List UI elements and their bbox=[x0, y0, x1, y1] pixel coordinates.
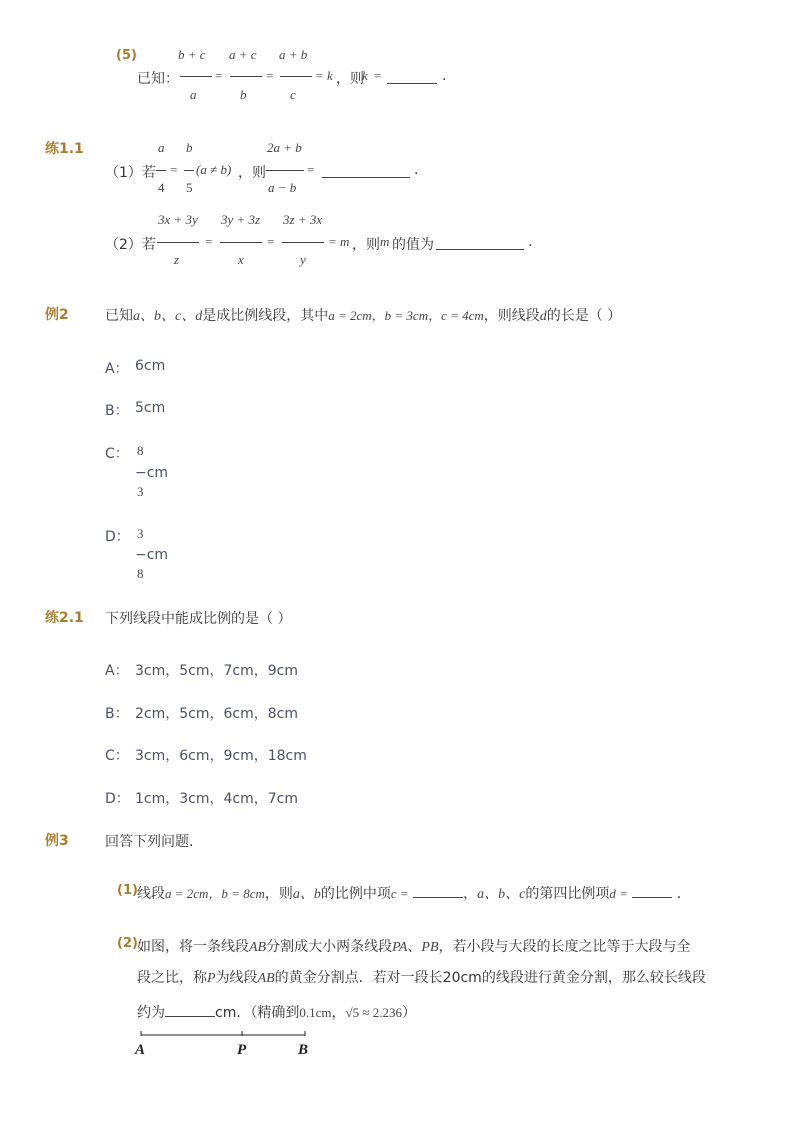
text: 约为 bbox=[137, 1005, 165, 1021]
fraction-numerator: 3 bbox=[137, 526, 144, 541]
fraction-bar bbox=[157, 242, 199, 243]
precision: 0.1cm bbox=[299, 1005, 332, 1020]
point-label-b: B bbox=[298, 1042, 309, 1058]
condition: (a ≠ b) bbox=[196, 162, 232, 177]
unit-text: cm bbox=[146, 465, 169, 481]
option-label: A： bbox=[105, 663, 129, 679]
point-label-p: P bbox=[237, 1042, 247, 1058]
option-text: 1cm，3cm，4cm，7cm bbox=[135, 791, 298, 807]
text: ， bbox=[331, 1005, 346, 1021]
example-tag: 例3 bbox=[45, 833, 69, 849]
option-text: 6cm bbox=[135, 358, 166, 374]
equals-sign: = bbox=[205, 234, 213, 249]
fraction-numerator: 2a + b bbox=[267, 140, 302, 155]
lead-text: 已知： bbox=[137, 71, 179, 87]
question-stem bbox=[105, 305, 621, 325]
tail-text: 的值为 bbox=[392, 237, 434, 253]
fraction-bar bbox=[220, 242, 262, 243]
fraction-numerator: 3y + 3z bbox=[221, 212, 261, 227]
subquestion-number: (1) bbox=[117, 883, 138, 898]
stem-given: a = 2cm，b = 3cm，c = 4cm bbox=[328, 308, 484, 323]
answer-blank[interactable] bbox=[165, 1004, 215, 1017]
text: 的第四比例项 bbox=[525, 886, 610, 902]
point-label-a: A bbox=[135, 1042, 146, 1058]
option-label: B： bbox=[105, 403, 129, 419]
fraction-denominator: z bbox=[174, 252, 180, 267]
text: 段之比，称 bbox=[137, 970, 207, 986]
text: ， bbox=[463, 886, 478, 902]
subquestion-text bbox=[137, 883, 681, 903]
fraction-bar bbox=[282, 242, 324, 243]
seg-ab: AB bbox=[257, 971, 275, 986]
answer-blank[interactable] bbox=[322, 177, 410, 178]
option-unit: −cm bbox=[135, 547, 169, 563]
vars: a、b、c bbox=[477, 887, 526, 902]
answer-blank[interactable] bbox=[436, 249, 524, 250]
equals-sign: = bbox=[215, 68, 223, 83]
fraction-denominator: a bbox=[190, 87, 197, 102]
equals-k: = k bbox=[315, 68, 333, 83]
var-k: k bbox=[362, 68, 368, 83]
stem-text: 已知 bbox=[105, 308, 133, 324]
subquestion-line-3 bbox=[137, 1002, 416, 1022]
text: ，若小段与大段的长度之比等于大段与全 bbox=[438, 939, 691, 955]
option-label: C： bbox=[105, 748, 129, 764]
fraction-denominator: 3 bbox=[137, 484, 144, 499]
fraction-numerator: a bbox=[158, 140, 165, 155]
problem-number: (5) bbox=[116, 48, 137, 63]
fraction-numerator: 3z + 3x bbox=[283, 212, 323, 227]
option-label: B： bbox=[105, 706, 129, 722]
equals-sign: = bbox=[266, 68, 274, 83]
var-d-eq: d = bbox=[609, 886, 628, 901]
fraction-bar bbox=[156, 170, 166, 171]
period: . bbox=[528, 234, 533, 250]
fraction-denominator: y bbox=[300, 252, 306, 267]
period: . bbox=[414, 162, 419, 178]
var-m: m bbox=[380, 234, 390, 249]
text: ，则 bbox=[264, 886, 293, 902]
text: 的黄金分割点．若对一段长20cm的线段进行黄金分割，那么较长线段 bbox=[274, 970, 706, 986]
period: . bbox=[676, 886, 682, 902]
fraction-denominator: b bbox=[240, 87, 247, 102]
exercise-tag: 练1.1 bbox=[45, 141, 84, 157]
subquestion-line-1 bbox=[137, 936, 691, 956]
stem-text: 的长是（ ） bbox=[546, 308, 622, 324]
seg-ab: AB bbox=[249, 940, 267, 955]
text: 分割成大小两条线段 bbox=[266, 939, 393, 955]
equals-sign: = bbox=[307, 162, 315, 177]
exercise-tag: 练2.1 bbox=[45, 610, 84, 626]
equals-sign: = bbox=[170, 162, 178, 177]
answer-blank-d[interactable] bbox=[632, 885, 672, 898]
seg-pb: PB bbox=[421, 940, 439, 955]
answer-blank-c[interactable] bbox=[413, 885, 463, 898]
option-text: 2cm，5cm，6cm，8cm bbox=[135, 706, 298, 722]
point-p: P bbox=[207, 971, 216, 986]
fraction-numerator: b + c bbox=[178, 47, 206, 62]
golden-section-figure bbox=[130, 1028, 320, 1068]
then-text: ，则 bbox=[352, 237, 380, 253]
unit-text: cm bbox=[146, 547, 169, 563]
fraction-bar bbox=[266, 170, 304, 171]
option-label: D： bbox=[105, 791, 130, 807]
text: 线段 bbox=[137, 886, 165, 902]
answer-blank[interactable] bbox=[387, 83, 437, 84]
fraction-numerator: 8 bbox=[137, 443, 144, 458]
vars: a、b bbox=[292, 887, 321, 902]
given: a = 2cm，b = 8cm bbox=[165, 886, 265, 901]
fraction-bar bbox=[230, 76, 262, 77]
text: ） bbox=[402, 1005, 417, 1021]
then-text: ，则 bbox=[336, 71, 364, 87]
fraction-denominator: a − b bbox=[268, 180, 297, 195]
text: 如图，将一条线段 bbox=[137, 939, 249, 955]
option-label: D： bbox=[105, 529, 130, 545]
fraction-denominator: 4 bbox=[158, 180, 165, 195]
fraction-denominator: 8 bbox=[137, 566, 144, 581]
fraction-numerator: 3x + 3y bbox=[158, 212, 198, 227]
equals-sign: = bbox=[267, 234, 275, 249]
var-c-eq: c = bbox=[390, 886, 409, 901]
sqrt-value: √5 ≈ 2.236 bbox=[345, 1005, 403, 1020]
fraction-numerator: b bbox=[186, 140, 193, 155]
then-text: ，则 bbox=[238, 165, 266, 181]
fraction-bar bbox=[180, 76, 212, 77]
text: 为线段 bbox=[215, 970, 258, 986]
seg-pa: PA bbox=[392, 940, 408, 955]
option-label: A： bbox=[105, 361, 129, 377]
fraction-numerator: a + b bbox=[279, 47, 308, 62]
stem-text: ，则线段 bbox=[483, 308, 540, 324]
subquestion-label: （2）若 bbox=[105, 237, 156, 253]
text: 、 bbox=[407, 939, 422, 955]
fraction-denominator: x bbox=[238, 252, 244, 267]
fraction-denominator: c bbox=[290, 87, 296, 102]
fraction-bar bbox=[280, 76, 312, 77]
option-text: 3cm，6cm，9cm，18cm bbox=[135, 748, 307, 764]
question-stem: 下列线段中能成比例的是（ ） bbox=[105, 611, 292, 627]
stem-text: 是成比例线段，其中 bbox=[202, 308, 329, 324]
question-stem: 回答下列问题. bbox=[105, 834, 194, 850]
option-text: 3cm，5cm，7cm，9cm bbox=[135, 663, 298, 679]
period: . bbox=[442, 68, 447, 84]
equals-m: = m bbox=[328, 234, 350, 249]
example-tag: 例2 bbox=[45, 307, 69, 323]
text: 的比例中项 bbox=[320, 886, 391, 902]
equals-sign: = bbox=[374, 68, 382, 83]
option-unit: −cm bbox=[135, 465, 169, 481]
stem-var-d: d bbox=[539, 309, 547, 324]
fraction-denominator: 5 bbox=[186, 180, 193, 195]
subquestion-label: （1）若 bbox=[105, 165, 156, 181]
option-text: 5cm bbox=[135, 400, 166, 416]
option-label: C： bbox=[105, 446, 129, 462]
subquestion-number: (2) bbox=[117, 936, 138, 951]
fraction-bar bbox=[184, 170, 194, 171]
fraction-numerator: a + c bbox=[229, 47, 257, 62]
subquestion-line-2 bbox=[137, 967, 706, 987]
text: cm．（精确到 bbox=[215, 1005, 300, 1021]
stem-vars: a、b、c、d bbox=[133, 309, 203, 324]
